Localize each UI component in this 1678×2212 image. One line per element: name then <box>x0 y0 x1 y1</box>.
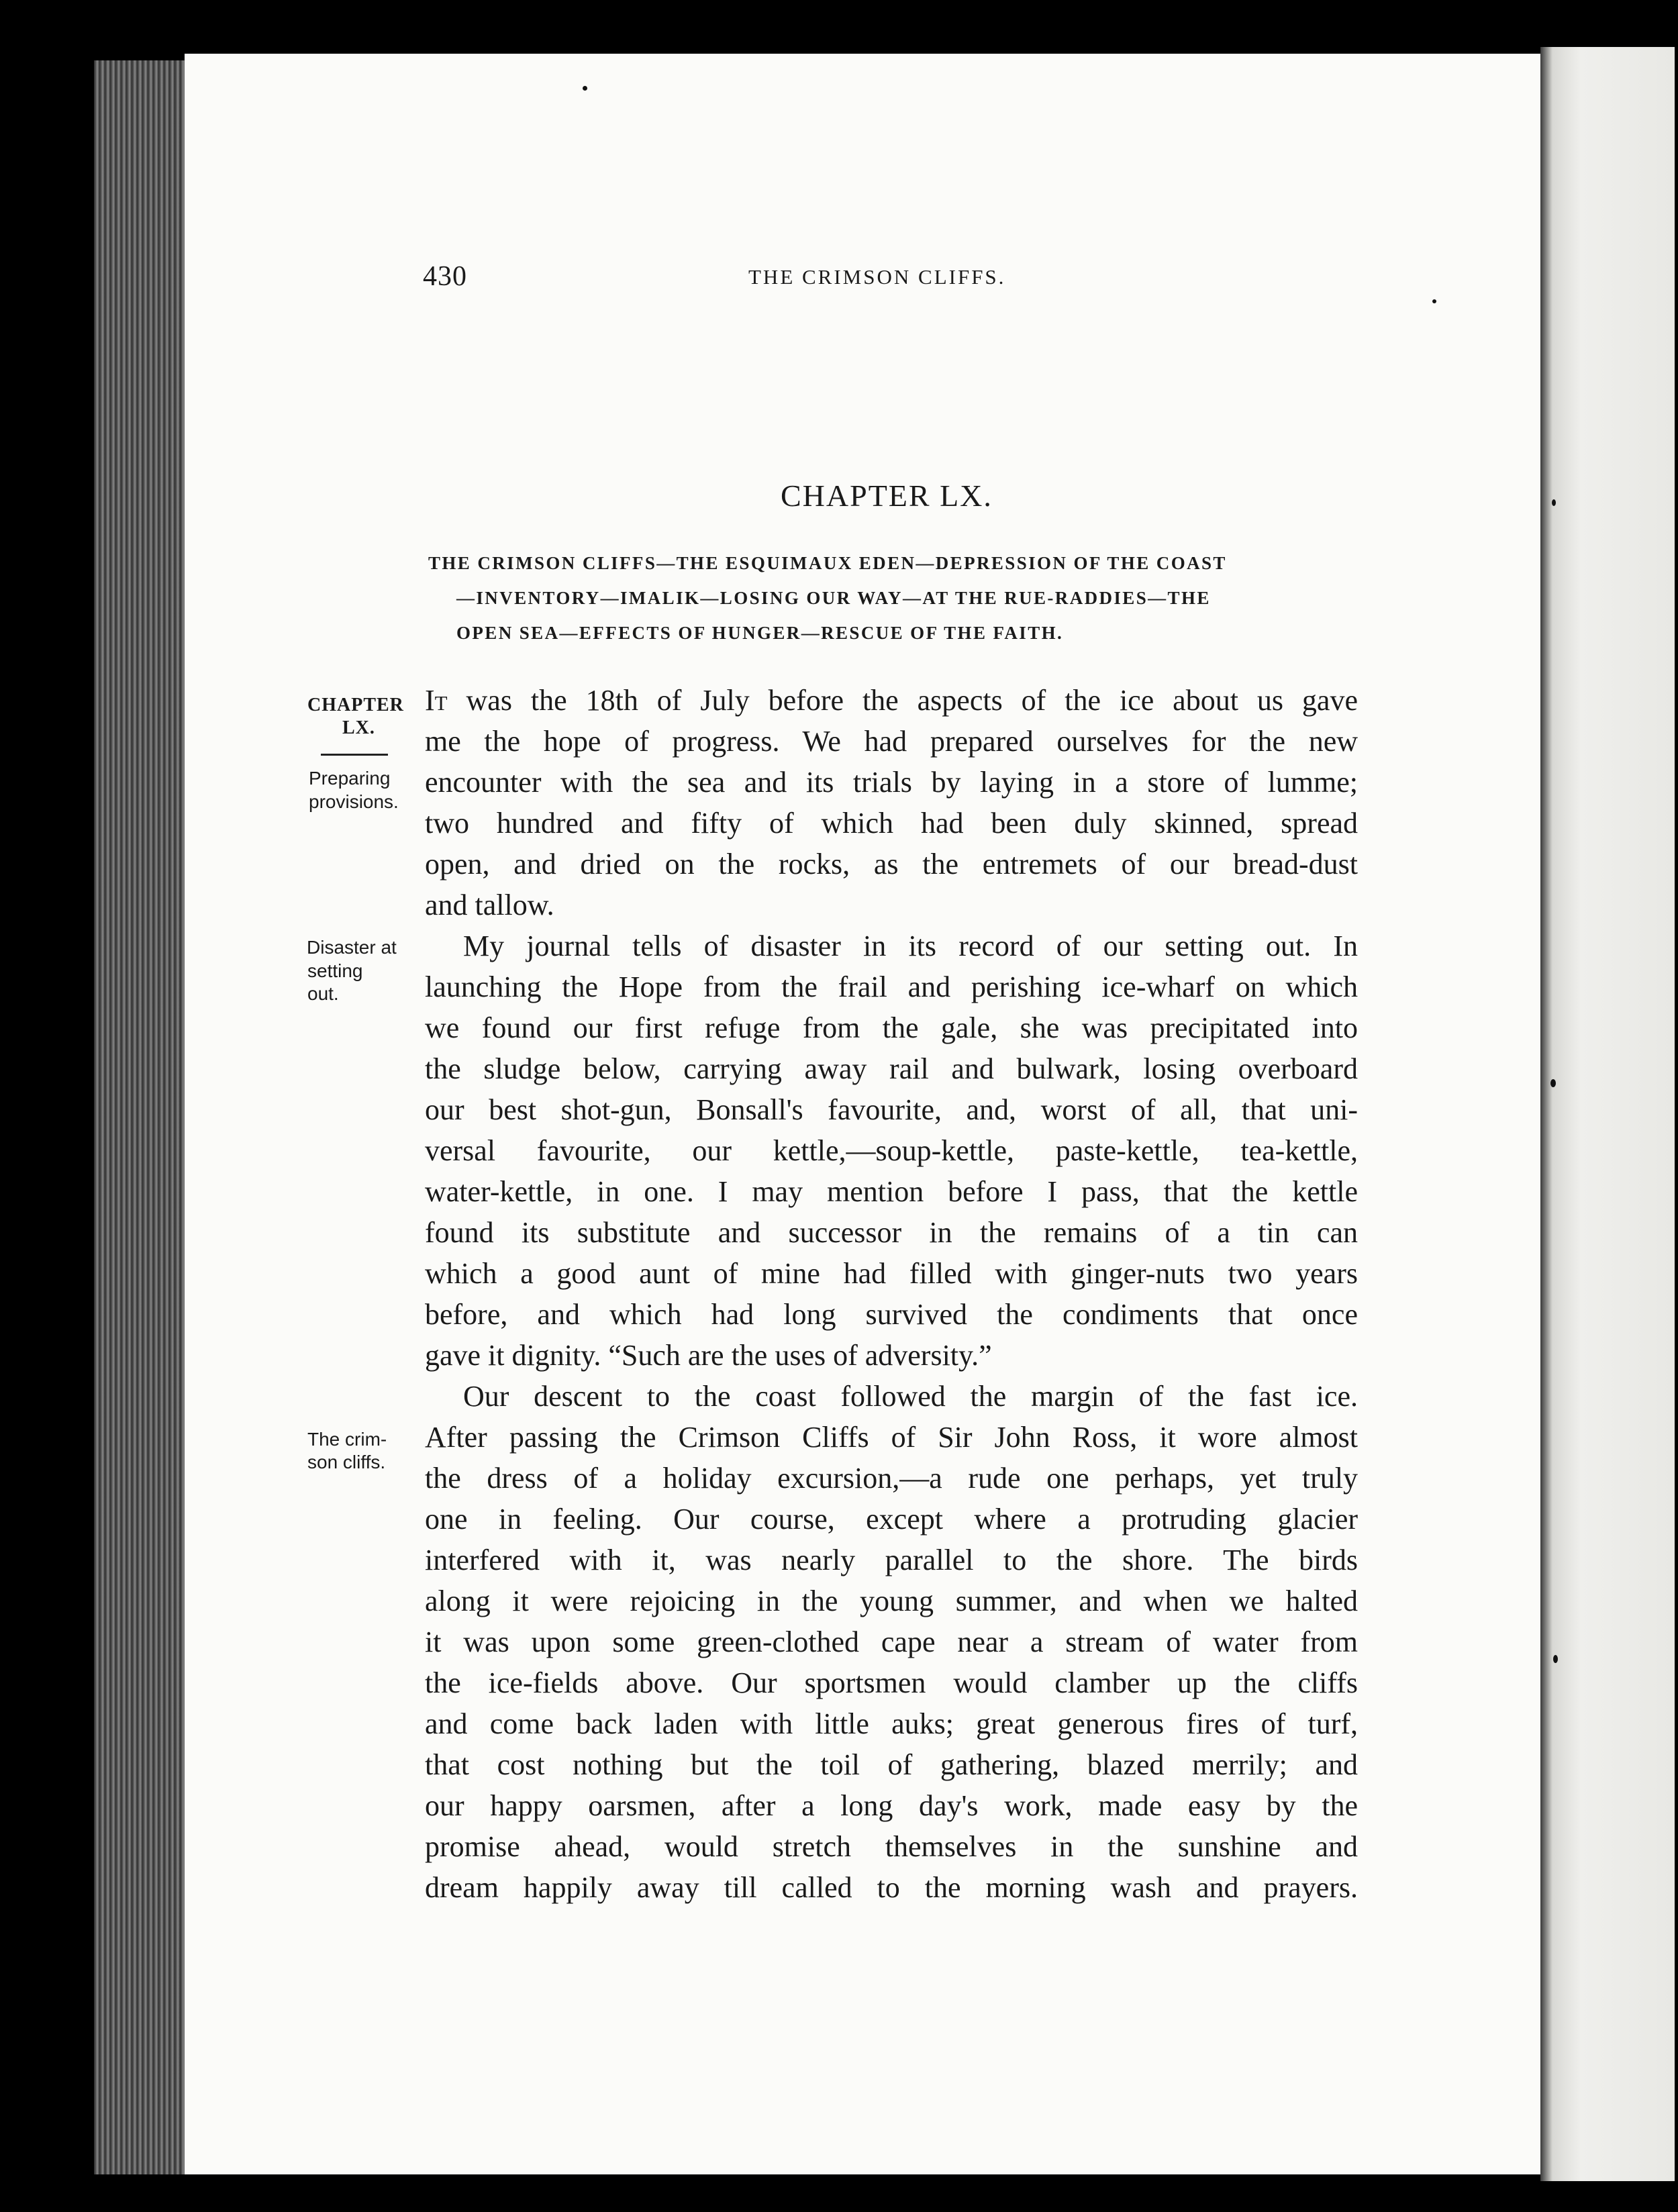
body-text-line: the dress of a holiday excursion,—a rude one perhaps, yet truly <box>425 1462 1358 1495</box>
chapter-title: CHAPTER LX. <box>781 479 993 513</box>
body-text-line: versal favourite, our kettle,—soup-kettle, paste-kettle, tea-kettle, <box>425 1134 1358 1167</box>
side-note-crimson-cliffs: son cliffs. <box>307 1452 386 1472</box>
body-text-line: It was the 18th of July before the aspects of the ice about us gave <box>425 684 1358 717</box>
side-note-disaster: Disaster at <box>307 937 397 958</box>
body-text-line: and come back laden with little auks; great generous fires of turf, <box>425 1707 1358 1740</box>
body-text-line: gave it dignity. “Such are the uses of adversity.” <box>425 1339 992 1372</box>
scan-speck <box>1552 499 1556 506</box>
chapter-synopsis-line: OPEN SEA—EFFECTS OF HUNGER—RESCUE OF THE FAITH. <box>456 623 1064 643</box>
side-note-chapter-number: LX. <box>342 717 375 738</box>
body-text-line: before, and which had long survived the condiments that once <box>425 1298 1358 1331</box>
chapter-synopsis-line: THE CRIMSON CLIFFS—THE ESQUIMAUX EDEN—DEPRESSION OF THE COAST <box>428 553 1227 573</box>
body-text-line: found its substitute and successor in the remains of a tin can <box>425 1216 1358 1249</box>
body-text-line: one in feeling. Our course, except where a protruding glacier <box>425 1503 1358 1536</box>
body-text-line: interfered with it, was nearly parallel to the shore. The birds <box>425 1544 1358 1576</box>
body-text-line: the sludge below, carrying away rail and bulwark, losing overboard <box>425 1052 1358 1085</box>
body-text-line: that cost nothing but the toil of gathering, blazed merrily; and <box>425 1748 1358 1781</box>
book-page-edges-left <box>94 60 188 2174</box>
scan-speck <box>1550 1079 1556 1087</box>
body-text-line: two hundred and fifty of which had been duly skinned, spread <box>425 807 1358 840</box>
body-text-line: we found our first refuge from the gale, she was precipitated into <box>425 1011 1358 1044</box>
scan-speck <box>1553 1655 1558 1663</box>
drop-word: It <box>425 684 448 717</box>
side-note-preparing: Preparing <box>309 768 391 789</box>
scan-speck <box>583 86 587 91</box>
side-note-disaster: out. <box>307 983 339 1004</box>
body-text-line: our happy oarsmen, after a long day's work, made easy by the <box>425 1789 1358 1822</box>
body-text-line: our best shot-gun, Bonsall's favourite, and, worst of all, that uni- <box>425 1093 1358 1126</box>
running-head: THE CRIMSON CLIFFS. <box>748 265 1006 289</box>
body-text-line: My journal tells of disaster in its record of our setting out. In <box>463 929 1358 962</box>
book-page-edge-right <box>1540 47 1675 2181</box>
page-number: 430 <box>423 261 467 292</box>
body-text-line: launching the Hope from the frail and perishing ice-wharf on which <box>425 970 1358 1003</box>
body-text-line: Our descent to the coast followed the margin of the fast ice. <box>463 1380 1358 1413</box>
side-note-disaster: setting <box>307 960 363 981</box>
side-note-divider <box>321 754 388 756</box>
chapter-synopsis-line: —INVENTORY—IMALIK—LOSING OUR WAY—AT THE RUE-RADDIES—THE <box>456 588 1211 608</box>
body-text-line: water-kettle, in one. I may mention before I pass, that the kettle <box>425 1175 1358 1208</box>
body-text-line: me the hope of progress. We had prepared ourselves for the new <box>425 725 1358 758</box>
body-text-line: along it were rejoicing in the young summer, and when we halted <box>425 1585 1358 1617</box>
body-text-line: encounter with the sea and its trials by laying in a store of lumme; <box>425 766 1358 799</box>
side-note-chapter: CHAPTER <box>307 695 404 715</box>
body-text-line: which a good aunt of mine had filled with ginger-nuts two years <box>425 1257 1358 1290</box>
body-text-line: open, and dried on the rocks, as the entremets of our bread-dust <box>425 848 1358 881</box>
body-text-line: promise ahead, would stretch themselves in the sunshine and <box>425 1830 1358 1863</box>
side-note-preparing: provisions. <box>309 791 399 812</box>
body-text-line: After passing the Crimson Cliffs of Sir John Ross, it wore almost <box>425 1421 1358 1454</box>
body-text-line: the ice-fields above. Our sportsmen would clamber up the cliffs <box>425 1666 1358 1699</box>
body-text-line: and tallow. <box>425 889 554 921</box>
body-text-line: dream happily away till called to the morning wash and prayers. <box>425 1871 1358 1904</box>
scan-speck <box>1432 299 1436 303</box>
side-note-crimson-cliffs: The crim- <box>307 1429 387 1450</box>
body-text-line: it was upon some green-clothed cape near a stream of water from <box>425 1625 1358 1658</box>
